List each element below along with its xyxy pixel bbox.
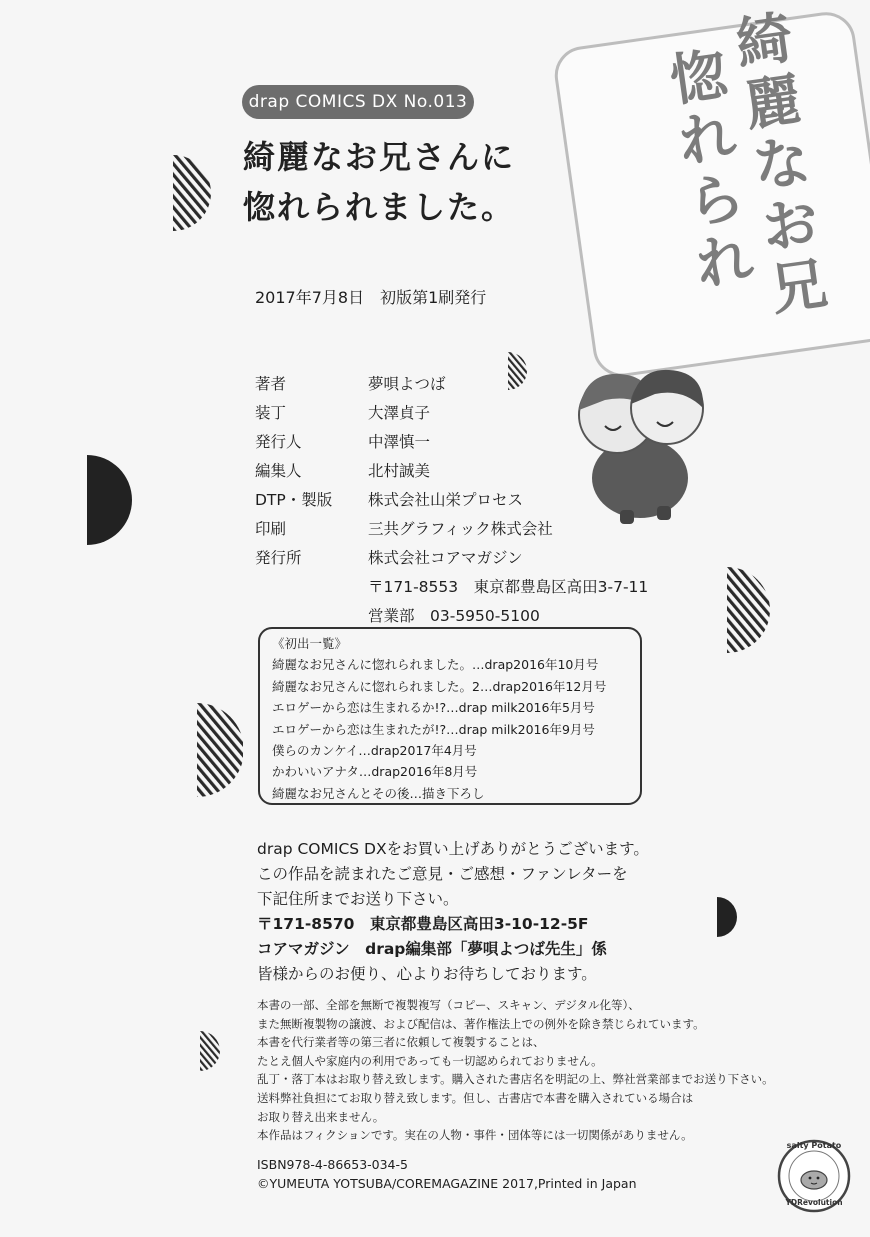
cover-title-char: 麗 bbox=[740, 67, 806, 140]
first-appearance-item: 綺麗なお兄さんとその後…描き下ろし bbox=[272, 785, 485, 801]
half-disc-decoration bbox=[717, 897, 737, 937]
cover-title-char: な bbox=[749, 128, 814, 201]
hatched-semicircle-decoration bbox=[508, 352, 528, 390]
cover-illustration bbox=[553, 1, 870, 401]
credit-label: 装丁 bbox=[255, 404, 287, 422]
cover-title-char: れ bbox=[692, 226, 757, 299]
first-appearance-item: エロゲーから恋は生まれるか!?…drap milk2016年5月号 bbox=[272, 700, 595, 716]
notice-line: また無断複製物の譲渡、および配信は、著作権法上での例外を除き禁じられています。 bbox=[257, 1016, 705, 1031]
title-line-2: 惚れられました。 bbox=[243, 188, 516, 226]
notice-line: 本作品はフィクションです。実在の人物・事件・団体等には一切関係がありません。 bbox=[257, 1128, 693, 1143]
stamp-top-text: salty Potato bbox=[786, 1141, 842, 1150]
credit-label: DTP・製版 bbox=[255, 491, 333, 509]
cover-art bbox=[553, 1, 870, 401]
message-line: 皆様からのお便り、心よりお待ちしております。 bbox=[257, 965, 597, 983]
credit-value: 大澤貞子 bbox=[368, 404, 431, 422]
credit-label: 著者 bbox=[255, 375, 287, 393]
isbn-number: ISBN978-4-86653-034-5 bbox=[257, 1157, 408, 1172]
first-appearance-item: 綺麗なお兄さんに惚れられました。2…drap2016年12月号 bbox=[272, 678, 607, 694]
message-line: drap COMICS DXをお買い上げありがとうございます。 bbox=[257, 840, 649, 858]
title-line-1: 綺麗なお兄さんに bbox=[243, 138, 516, 176]
isbn-block bbox=[257, 1155, 637, 1193]
message-line: 下記住所までお送り下さい。 bbox=[257, 890, 459, 908]
copyright-line: ©YUMEUTA YOTSUBA/COREMAGAZINE 2017,Printed in Japan bbox=[257, 1176, 637, 1191]
first-appearance-box bbox=[258, 627, 642, 805]
cover-title-char: ら bbox=[683, 164, 749, 238]
first-appearance-item: 僕らのカンケイ…drap2017年4月号 bbox=[272, 742, 477, 758]
stamp-bottom-text: YDRevolution bbox=[785, 1198, 843, 1207]
cover-title-char: 綺 bbox=[732, 5, 797, 78]
cover-title-char: 惚 bbox=[666, 42, 732, 115]
credit-value: 株式会社コアマガジン bbox=[368, 549, 523, 567]
legal-notices bbox=[257, 996, 774, 1145]
cover-title-char: 兄 bbox=[766, 251, 832, 324]
hatched-semicircle-decoration bbox=[200, 1031, 220, 1071]
issuer-address-text: 〒171-8553 東京都豊島区高田3-7-11 bbox=[368, 578, 649, 596]
hatched-semicircle-decoration bbox=[197, 703, 243, 797]
credit-label: 発行所 bbox=[255, 549, 302, 567]
notice-line: たとえ個人や家庭内の利用であっても一切認められておりません。 bbox=[257, 1053, 603, 1068]
half-disc-decoration bbox=[87, 455, 133, 545]
hatched-semicircle-decoration bbox=[173, 155, 219, 231]
credit-label: 印刷 bbox=[255, 520, 287, 538]
cover-title-char: れ bbox=[675, 103, 740, 176]
credit-value: 北村誠美 bbox=[368, 462, 431, 480]
credit-value: 株式会社山栄プロセス bbox=[368, 491, 524, 509]
notice-line: 本書を代行業者等の第三者に依頼して複製することは、 bbox=[257, 1035, 545, 1050]
issuer-phone-text: 営業部 03-5950-5100 bbox=[368, 607, 540, 625]
credit-label: 発行人 bbox=[255, 433, 302, 451]
series-label: drap COMICS DX No.013 bbox=[242, 85, 474, 119]
message-address: 〒171-8570 東京都豊島区高田3-10-12-5F bbox=[257, 915, 589, 933]
reader-message bbox=[257, 837, 649, 987]
chibi-illustration bbox=[565, 360, 715, 530]
message-line: この作品を読まれたご意見・ご感想・ファンレターを bbox=[257, 865, 628, 883]
message-recipient: コアマガジン drap編集部「夢唄よつば先生」係 bbox=[257, 940, 607, 958]
first-appearance-item: かわいいアナタ…drap2016年8月号 bbox=[272, 764, 478, 780]
first-appearance-item: 綺麗なお兄さんに惚れられました。…drap2016年10月号 bbox=[272, 657, 599, 673]
first-appearance-heading: 《初出一覧》 bbox=[272, 636, 348, 651]
credit-value: 夢唄よつば bbox=[368, 375, 446, 393]
hatched-semicircle-decoration bbox=[727, 567, 771, 653]
credit-value: 中澤慎一 bbox=[368, 433, 431, 451]
notice-line: 送料弊社負担にてお取り替え致します。但し、古書店で本書を購入されている場合は bbox=[257, 1090, 694, 1105]
notice-line: お取り替え出来ません。 bbox=[257, 1109, 385, 1124]
notice-line: 乱丁・落丁本はお取り替え致します。購入された書店名を明記の上、弊社営業部までお送り下さい。 bbox=[257, 1072, 774, 1087]
credit-value: 三共グラフィック株式会社 bbox=[368, 520, 553, 538]
notice-line: 本書の一部、全部を無断で複製複写（コピー、スキャン、デジタル化等）、 bbox=[257, 998, 640, 1012]
first-appearance-item: エロゲーから恋は生まれたが!?…drap milk2016年9月号 bbox=[272, 721, 595, 737]
cover-title-char: お bbox=[757, 189, 823, 263]
book-title bbox=[243, 132, 515, 232]
publication-date: 2017年7月8日 初版第1刷発行 bbox=[255, 288, 487, 307]
credit-label: 編集人 bbox=[255, 462, 302, 480]
